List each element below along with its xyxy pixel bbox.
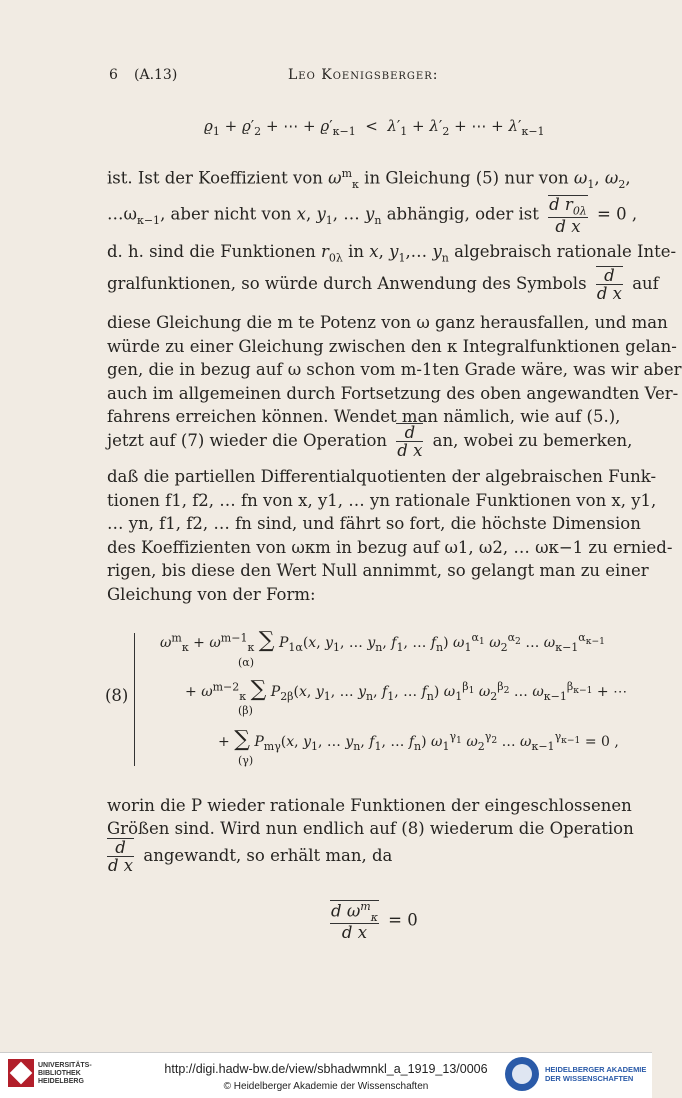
- sum-index-beta: (β): [238, 704, 253, 717]
- academy-name: HEIDELBERGER AKADEMIE DER WISSENSCHAFTEN: [545, 1065, 647, 1083]
- academy-seal-icon: [505, 1057, 539, 1091]
- text-line-1: ist. Ist der Koeffizient von $\omega^m_\kappa$ in Gleichung (5) nur von $\omega_1$, $\omega_2$,: [107, 167, 631, 191]
- text-line-2: $\dots\omega_{\kappa-1}$, aber nicht von x, $y_1$, … $y_n$ abhängig, oder ist $\frac{d r_{0\lambda}}{\text{d x}}$ = 0 ,: [107, 195, 638, 236]
- equation-row-2: + $\omega^{m-2}_\kappa$ ∑ $P_{2\beta}(x$, $y_1$, … $y_n$, $f_1$, … $f_n$) $\omega_1^{\beta_1}$ $\omega_2^{\beta_2}$ … $\omega_{\kappa-1}^{\beta_{\kappa-1}}$ + ⋯: [185, 677, 628, 703]
- text-line-14: des Koeffizienten von ωκm in bezug auf ω1, ω2, … ωκ−1 zu ernied-: [107, 538, 673, 557]
- text-line-12: tionen f1, f2, … fn von x, y1, … yn rationale Funktionen von x, y1,: [107, 491, 657, 510]
- section-label: (A.13): [134, 67, 178, 83]
- running-title: Leo Koenigsberger:: [288, 67, 439, 83]
- fraction-d-dx-3: $\frac{d}{\text{d x}}$: [108, 838, 134, 876]
- text-line-4: gralfunktionen, so würde durch Anwendung des Symbols $\frac{d}{\text{d x}}$ auf: [107, 266, 659, 304]
- text-line-10: jetzt auf (7) wieder die Operation $\frac{d}{\text{d x}}$ an, wobei zu bemerken,: [107, 423, 633, 461]
- text-line-19: $\frac{d}{\text{d x}}$ angewandt, so erhält man, da: [108, 838, 393, 876]
- text-line-8: auch im allgemeinen durch Fortsetzung des oben angewandten Ver-: [107, 384, 679, 403]
- equation-label: (8): [105, 686, 129, 705]
- source-url-link[interactable]: http://digi.hadw-bw.de/view/sbhadwmnkl_a_1919_13/0006: [164, 1062, 488, 1076]
- text-line-11: daß die partiellen Differentialquotienten der algebraischen Funk-: [107, 467, 657, 486]
- equation-row-1: $\omega^m_\kappa + \omega^{m-1}_\kappa$ ∑ $P_{1\alpha}(x$, $y_1$, … $y_n$, $f_1$, … $f_n$) $\omega_1^{\alpha_1}$ $\omega_2^{\alpha_2}$ … $\omega_{\kappa-1}^{\alpha_{\kappa-1}}$: [160, 628, 605, 654]
- text-line-6: würde zu einer Gleichung zwischen den κ Integralfunktionen gelan-: [107, 337, 677, 356]
- text-line-17: worin die P wieder rationale Funktionen der eingeschlossenen: [107, 796, 632, 815]
- text-line-3: d. h. sind die Funktionen $r_{0\lambda}$ in x, $y_1,\dots$ $y_n$ algebraisch rationale Inte-: [107, 242, 677, 265]
- fraction-d-dx: $\frac{d}{\text{d x}}$: [596, 266, 622, 304]
- copyright-text: © Heidelberger Akademie der Wissenschaften: [223, 1081, 429, 1092]
- page-number: 6: [109, 67, 118, 83]
- footer-bar: [0, 1052, 652, 1098]
- text-line-16: Gleichung von der Form:: [107, 585, 316, 604]
- text-line-5: diese Gleichung die m te Potenz von ω ganz herausfallen, und man: [107, 313, 668, 332]
- inequality: $ϱ_1 + ϱ'_2$ + ⋯ + $ϱ'_{\kappa-1} < \lambda'_1 + \lambda'_2$ + ⋯ + $\lambda'_{\kappa-1}$: [204, 117, 545, 138]
- equation-brace: [134, 633, 135, 766]
- text-line-13: … yn, f1, f2, … fn sind, und fährt so fort, die höchste Dimension: [107, 514, 641, 533]
- sum-index-alpha: (α): [238, 656, 255, 669]
- text-line-15: rigen, bis diese den Wert Null annimmt, so gelangt man zu einer: [107, 561, 649, 580]
- fraction-dr-dx: $\frac{d r_{0\lambda}}{\text{d x}}$: [549, 195, 587, 236]
- text-line-9: fahrens erreichen können. Wendet man nämlich, wie auf (5.),: [107, 407, 621, 426]
- sum-index-gamma: (γ): [238, 754, 254, 767]
- fraction-domega-dx: d $\omega^m_\kappa$ d x: [331, 900, 378, 943]
- fraction-d-dx-2: $\frac{d}{\text{d x}}$: [397, 423, 423, 461]
- text-line-7: gen, die in bezug auf ω schon vom m-1ten Grade wäre, was wir aber: [107, 360, 682, 379]
- final-equation: d $\omega^m_\kappa$ d x = 0: [331, 900, 418, 943]
- text-line-18: Größen sind. Wird nun endlich auf (8) wiederum die Operation: [107, 819, 634, 838]
- university-library-name: UNIVERSITÄTS- BIBLIOTHEK HEIDELBERG: [38, 1062, 92, 1085]
- equation-row-3: + ∑ $P_{m\gamma}(x$, $y_1$, … $y_n$, $f_1$, … $f_n$) $\omega_1^{\gamma_1}$ $\omega_2^{\gamma_2}$ … $\omega_{\kappa-1}^{\gamma_{\kappa-1}} = 0$ ,: [218, 727, 619, 753]
